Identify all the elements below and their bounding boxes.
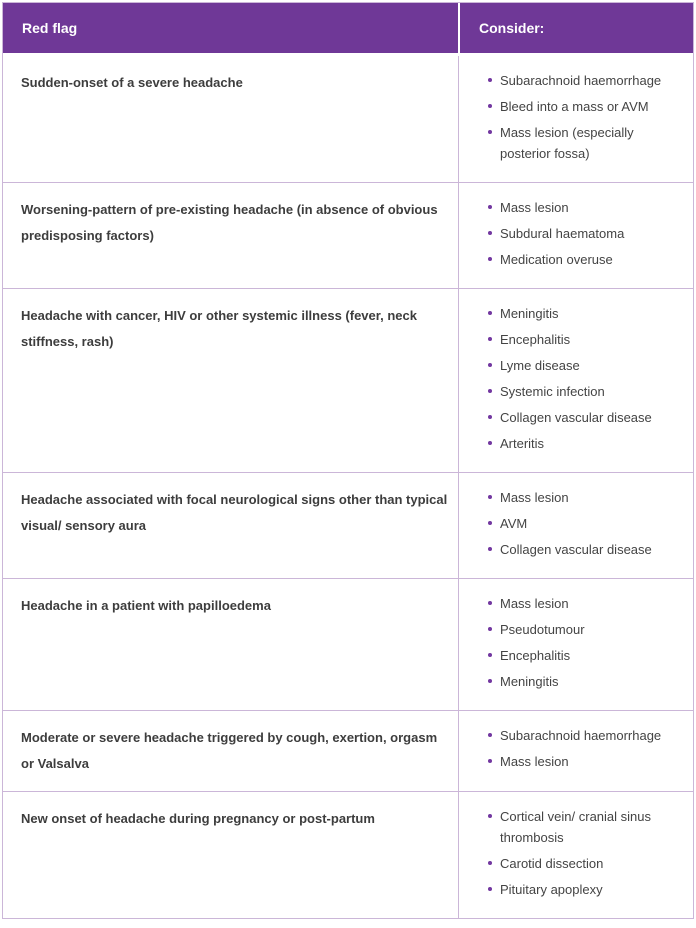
table-row [3, 288, 693, 472]
table-row [3, 710, 693, 791]
red-flag-cell: New onset of headache during pregnancy or post-partum [3, 791, 458, 918]
red-flag-cell: Moderate or severe headache triggered by cough, exertion, orgasm or Valsalva [3, 710, 458, 791]
consider-item: Encephalitis [488, 645, 685, 666]
column-header-consider: Consider: [458, 3, 693, 56]
consider-list [488, 303, 685, 454]
consider-item: Lyme disease [488, 355, 685, 376]
consider-item: Mass lesion (especially posterior fossa) [488, 122, 685, 164]
consider-list [488, 487, 685, 560]
red-flag-cell: Headache associated with focal neurological signs other than typical visual/ sensory aura [3, 472, 458, 578]
consider-item: Mass lesion [488, 197, 685, 218]
consider-cell [458, 56, 693, 182]
red-flag-cell: Headache with cancer, HIV or other systemic illness (fever, neck stiffness, rash) [3, 288, 458, 472]
consider-item: Meningitis [488, 671, 685, 692]
consider-item: AVM [488, 513, 685, 534]
consider-item: Carotid dissection [488, 853, 685, 874]
column-header-red-flag: Red flag [3, 3, 458, 56]
consider-item: Subarachnoid haemorrhage [488, 725, 685, 746]
consider-item: Collagen vascular disease [488, 407, 685, 428]
consider-item: Pituitary apoplexy [488, 879, 685, 900]
consider-cell [458, 472, 693, 578]
consider-item: Bleed into a mass or AVM [488, 96, 685, 117]
red-flag-table [2, 2, 694, 919]
red-flag-cell: Worsening-pattern of pre-existing headache (in absence of obvious predisposing factors) [3, 182, 458, 288]
consider-item: Mass lesion [488, 487, 685, 508]
consider-cell [458, 182, 693, 288]
table-row [3, 472, 693, 578]
consider-cell [458, 710, 693, 791]
consider-list [488, 197, 685, 270]
consider-item: Systemic infection [488, 381, 685, 402]
consider-item: Pseudotumour [488, 619, 685, 640]
consider-item: Arteritis [488, 433, 685, 454]
consider-item: Subdural haematoma [488, 223, 685, 244]
consider-cell [458, 578, 693, 710]
consider-list [488, 725, 685, 772]
header-row [3, 3, 693, 56]
consider-item: Mass lesion [488, 593, 685, 614]
consider-item: Meningitis [488, 303, 685, 324]
red-flag-cell: Headache in a patient with papilloedema [3, 578, 458, 710]
red-flag-cell: Sudden-onset of a severe headache [3, 56, 458, 182]
consider-list [488, 593, 685, 692]
table-body [3, 56, 693, 918]
table-row [3, 56, 693, 182]
consider-list [488, 70, 685, 164]
consider-item: Mass lesion [488, 751, 685, 772]
consider-item: Medication overuse [488, 249, 685, 270]
consider-item: Encephalitis [488, 329, 685, 350]
consider-list [488, 806, 685, 900]
consider-item: Subarachnoid haemorrhage [488, 70, 685, 91]
consider-cell [458, 791, 693, 918]
table-row [3, 578, 693, 710]
consider-cell [458, 288, 693, 472]
consider-item: Collagen vascular disease [488, 539, 685, 560]
table-row [3, 182, 693, 288]
consider-item: Cortical vein/ cranial sinus thrombosis [488, 806, 685, 848]
table-row [3, 791, 693, 918]
